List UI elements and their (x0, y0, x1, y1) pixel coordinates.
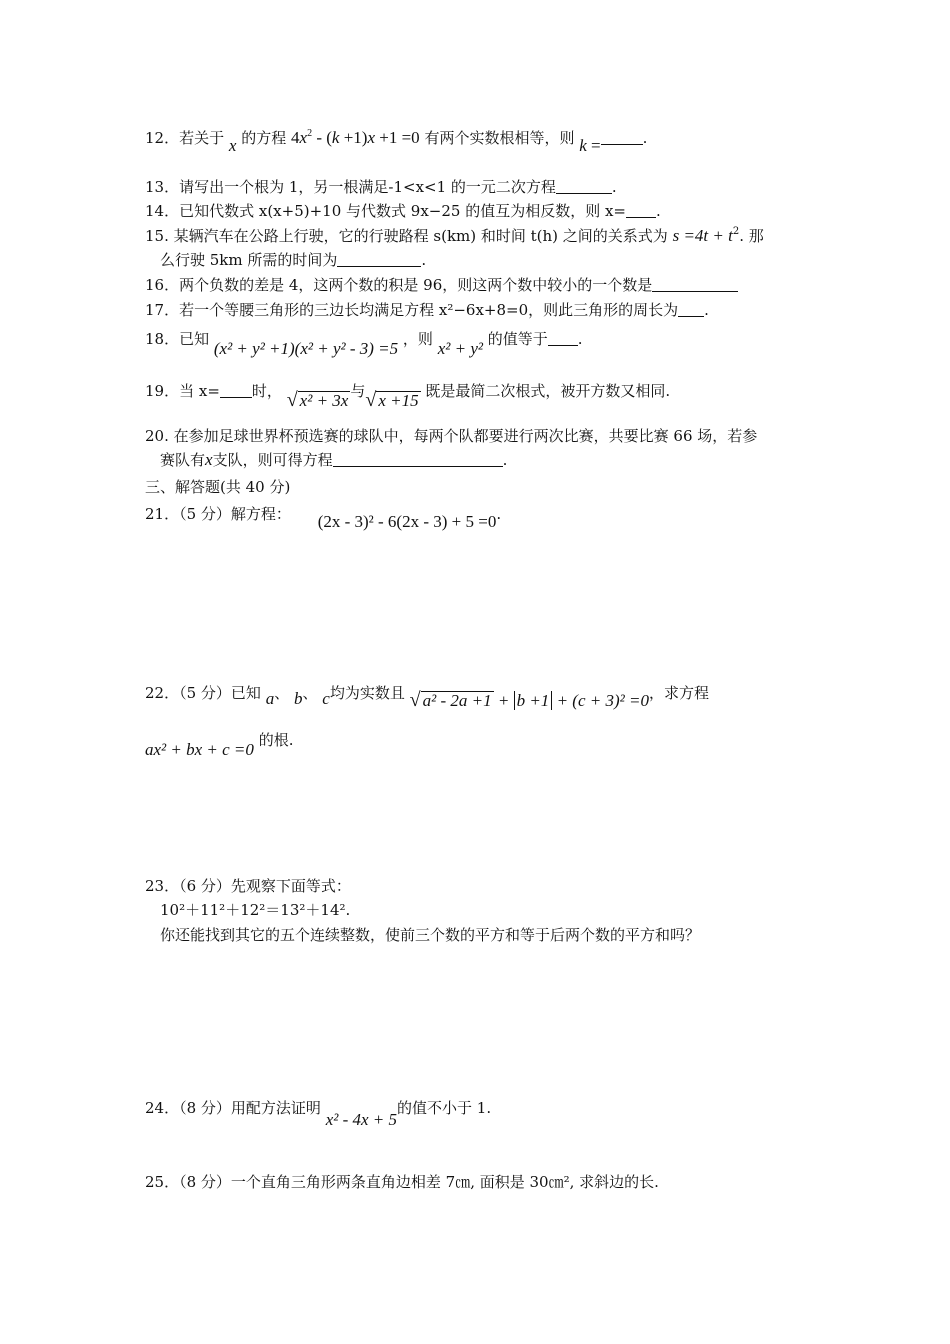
answer-blank[interactable] (626, 203, 656, 218)
period: . (642, 129, 648, 147)
question-text: 13．请写出一个根为 1，另一根满足-1<x<1 的一元二次方程 (145, 178, 556, 196)
question-13 (145, 177, 617, 197)
question-text: 么行驶 5km 所需的时间为 (160, 251, 338, 269)
question-24 (145, 1098, 492, 1129)
term: x (299, 128, 308, 147)
question-12 (145, 128, 648, 155)
formula: x² - 4x + 5 (325, 1110, 398, 1129)
question-text: 17．若一个等腰三角形的三边长均满足方程 x²−6x+8=0，则此三角形的周长为 (145, 301, 679, 319)
radicand: x² + 3x (299, 391, 349, 410)
question-22-line2 (145, 730, 294, 759)
variable-b: b (293, 689, 303, 708)
question-16 (145, 275, 738, 295)
radicand: a² - 2a +1 (422, 691, 492, 710)
variable-x: x (205, 450, 213, 469)
question-text: 均为实数且 (329, 684, 405, 702)
question-19 (145, 380, 671, 411)
answer-blank[interactable] (652, 277, 738, 292)
answer-blank[interactable] (678, 302, 704, 317)
radical-sign: √ (409, 689, 421, 711)
variable-c: c (322, 689, 330, 708)
question-text: 有两个实数根相等，则 (424, 129, 575, 147)
question-number: 12． (145, 129, 180, 147)
conjunction: 与 (350, 382, 366, 400)
question-number: 19．当 x= (145, 382, 220, 400)
term: + (c + 3)² =0 (556, 691, 649, 710)
formula: (x² + y² +1)(x² + y² - 3) =5 (213, 339, 399, 358)
question-text: . 那 (739, 227, 764, 245)
period: . (656, 202, 661, 220)
answer-blank[interactable] (337, 252, 421, 267)
question-text: ，求方程 (648, 684, 709, 702)
answer-blank[interactable] (548, 331, 578, 346)
question-text: 赛队有 (160, 451, 206, 469)
question-23-equation (160, 900, 350, 920)
question-text: 的值等于 (487, 330, 548, 348)
term: k (331, 128, 340, 147)
question-23-prompt (160, 925, 700, 945)
equals: = (586, 136, 601, 155)
question-text: 你还能找到其它的五个连续整数，使前三个数的平方和等于后两个数的平方和吗？ (160, 926, 701, 944)
period: . (577, 330, 583, 348)
variable-x: x (228, 136, 237, 155)
period: . (502, 451, 508, 469)
question-text: 24．（8 分）用配方法证明 (145, 1099, 321, 1117)
section-title: 三、解答题(共 40 分) (145, 478, 291, 496)
variable-k: k (579, 136, 587, 155)
question-text: 的根. (258, 731, 294, 749)
term: +1) (339, 128, 368, 147)
section-heading (145, 477, 290, 497)
period: . (496, 505, 502, 523)
variable-a: a (265, 689, 275, 708)
formula: x² + y² (437, 339, 483, 358)
question-21 (145, 504, 502, 531)
question-text: 的值不小于 1. (397, 1099, 492, 1117)
answer-k (579, 136, 600, 155)
exponent: 2 (732, 226, 740, 237)
question-text: 若关于 (179, 129, 225, 147)
answer-blank[interactable] (601, 130, 643, 145)
question-20 (145, 426, 757, 446)
question-20-line2 (160, 450, 507, 470)
radicand: x +15 (378, 391, 419, 410)
formula: √ a² - 2a +1 + b +1 + (c + 3)² =0 (409, 689, 649, 711)
question-text: 16．两个负数的差是 4，这两个数的积是 96，则这两个数中较小的一个数是 (145, 276, 653, 294)
question-text: ，则 (402, 330, 433, 348)
period: . (421, 251, 427, 269)
equation: 10²＋11²＋12²＝13²＋14². (160, 901, 351, 919)
separator: 、 (302, 684, 318, 702)
question-15-line2 (160, 250, 426, 270)
term: - ( (312, 128, 332, 147)
formula: ax² + bx + c =0 (145, 740, 254, 759)
question-text: 14．已知代数式 x(x+5)+10 与代数式 9x−25 的值互为相反数，则 x= (145, 202, 627, 220)
question-text: 既是最简二次根式，被开方数又相同. (425, 382, 671, 400)
term: 4 (291, 128, 300, 147)
answer-blank[interactable] (333, 452, 503, 467)
question-14 (145, 201, 661, 221)
question-text: 的方程 (241, 129, 287, 147)
question-number: 18．已知 (145, 330, 210, 348)
question-17 (145, 300, 709, 320)
answer-blank[interactable] (220, 383, 252, 398)
question-25 (145, 1172, 659, 1192)
radical-sign: √ (286, 389, 298, 411)
absolute-value: b +1 (514, 691, 553, 710)
question-text: 25．（8 分）一个直角三角形两条直角边相差 7㎝, 面积是 30㎝², 求斜边的长. (145, 1173, 659, 1191)
question-22 (145, 682, 709, 711)
question-text: 22．（5 分）已知 (145, 684, 261, 702)
exponent: 2 (307, 128, 313, 139)
formula: (2x - 3)² - 6(2x - 3) + 5 =0 (317, 512, 497, 531)
question-18 (145, 329, 583, 358)
question-text: 时， (251, 382, 282, 400)
term: x (367, 128, 375, 147)
question-23 (145, 876, 351, 896)
radical-sign: √ (365, 389, 377, 411)
question-text: 支队，则可得方程 (212, 451, 333, 469)
radical (365, 390, 420, 410)
radical (287, 390, 351, 410)
question-text: 23．（6 分）先观察下面等式： (145, 877, 351, 895)
question-text: 21．（5 分）解方程： (145, 505, 291, 523)
answer-blank[interactable] (556, 179, 612, 194)
separator: 、 (274, 684, 290, 702)
formula: s =4t + t (672, 226, 733, 245)
question-text: 20. 在参加足球世界杯预选赛的球队中，每两个队都要进行两次比赛，共要比赛 66 场，若参 (145, 427, 758, 445)
question-15 (145, 226, 764, 246)
question-text: 15. 某辆汽车在公路上行驶，它的行驶路程 s(km) 和时间 t(h) 之间的关系式为 (145, 227, 668, 245)
term: +1 =0 (374, 128, 420, 147)
equation (291, 128, 420, 147)
radical (410, 690, 494, 710)
period: . (704, 301, 709, 319)
period: . (611, 178, 617, 196)
